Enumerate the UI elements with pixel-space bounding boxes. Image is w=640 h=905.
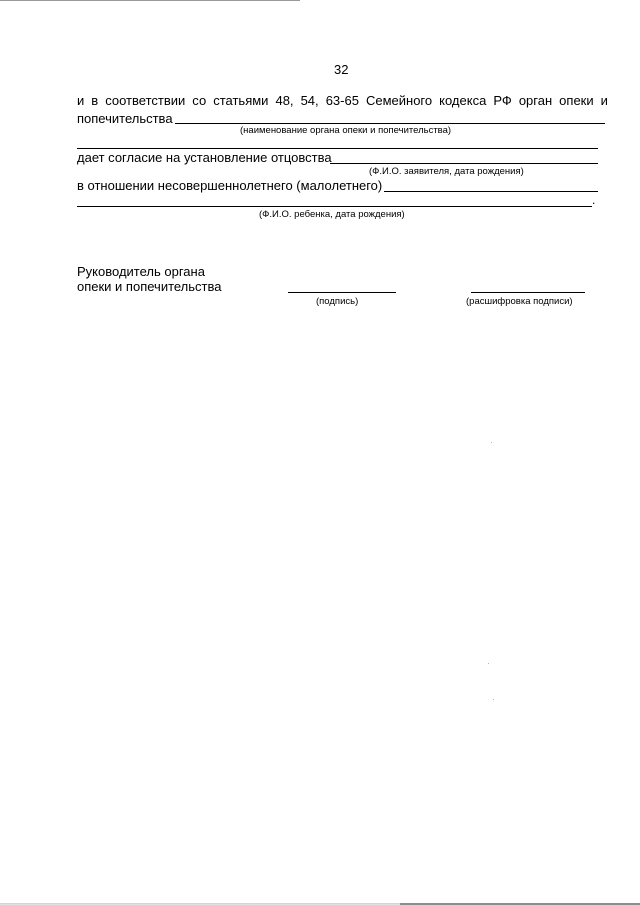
page-number: 32: [334, 62, 349, 77]
scan-edge-top: [0, 0, 300, 1]
paragraph-word: 63-65: [325, 93, 359, 108]
child-name-field-continued[interactable]: [77, 206, 592, 207]
paragraph-word: в: [91, 93, 99, 108]
paragraph-word: кодекса: [439, 93, 487, 108]
signature-decoding-caption: (расшифровка подписи): [466, 296, 573, 307]
paragraph-word: и: [77, 93, 85, 108]
minor-label: в отношении несовершеннолетнего (малолетнего): [77, 178, 383, 193]
signature-field[interactable]: [288, 292, 396, 293]
child-caption: (Ф.И.О. ребенка, дата рождения): [259, 209, 405, 220]
head-title-line-2: опеки и попечительства: [77, 279, 222, 294]
line-end-period: .: [592, 193, 596, 207]
paragraph-word: орган: [518, 93, 553, 108]
paragraph-word: со: [192, 93, 207, 108]
paragraph-word: Семейного: [365, 93, 433, 108]
scan-speck: [493, 699, 494, 700]
scan-speck: [488, 663, 489, 664]
paragraph-word: и: [600, 93, 608, 108]
authority-name-caption: (наименование органа опеки и попечительства): [240, 125, 452, 136]
paragraph-word: статьями: [213, 93, 269, 108]
paragraph-word: опеки: [559, 93, 594, 108]
child-name-field[interactable]: [384, 191, 598, 192]
paragraph-line-1: [77, 93, 608, 108]
applicant-caption: (Ф.И.О. заявителя, дата рождения): [369, 166, 524, 177]
guardianship-label: попечительства: [77, 111, 173, 126]
paragraph-word: соответствии: [105, 93, 186, 108]
paragraph-word: 48,: [275, 93, 294, 108]
signature-caption: (подпись): [316, 296, 359, 307]
applicant-name-field[interactable]: [330, 163, 598, 164]
authority-name-field[interactable]: [175, 123, 605, 124]
paragraph-word: 54,: [300, 93, 319, 108]
consent-label: дает согласие на установление отцовства: [77, 150, 332, 165]
paragraph-word: РФ: [493, 93, 512, 108]
head-title-line-1: Руководитель органа: [77, 264, 205, 279]
scan-speck: [491, 442, 492, 443]
authority-name-field-continued[interactable]: [77, 148, 598, 149]
signature-decoding-field[interactable]: [471, 292, 585, 293]
